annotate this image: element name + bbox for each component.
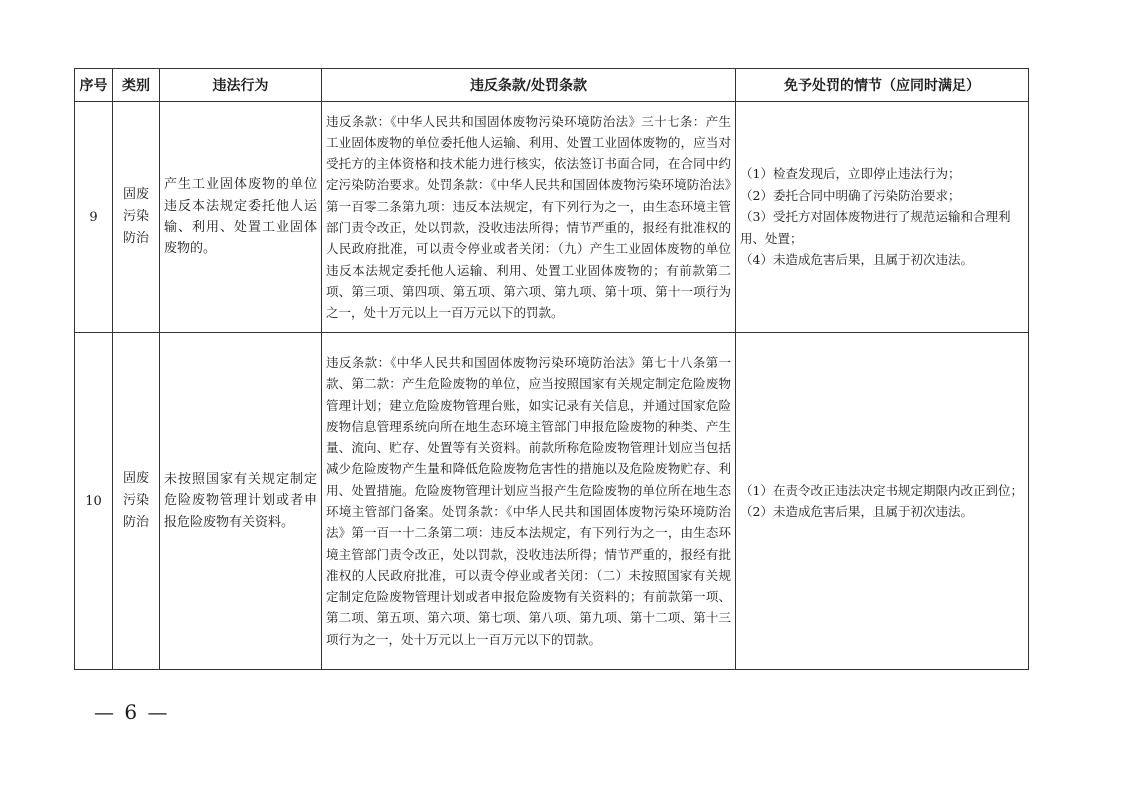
exemption-item: （3）受托方对固体废物进行了规范运输和合理利用、处置； (740, 209, 1011, 246)
row-exemption (736, 333, 1029, 670)
exemption-item: （1）检查发现后，立即停止违法行为； (740, 166, 961, 182)
exemption-item: （2）未造成危害后果，且属于初次违法。 (740, 504, 973, 519)
category-line: 防治 (122, 231, 149, 246)
category-line: 固废 (122, 187, 149, 202)
header-category: 类别 (113, 69, 160, 102)
header-provisions: 违反条款/处罚条款 (322, 69, 736, 102)
table-header-row (75, 69, 1029, 102)
row-category (113, 102, 160, 333)
row-category (113, 333, 160, 670)
category-line: 固废 (122, 471, 149, 486)
table-row (75, 102, 1029, 333)
header-violation: 违法行为 (160, 69, 322, 102)
category-line: 污染 (122, 209, 149, 224)
row-number: 9 (75, 102, 113, 333)
row-provisions: 违反条款：《中华人民共和国固体废物污染环境防治法》三十七条：产生工业固体废物的单位委托他人运输、利用、处置工业固体废物的，应当对受托方的主体资格和技术能力进行核实，依法签订书面合同，在合同中约定污染防治要求。处罚条款：《中华人民共和国固体废物污染环境防治法》第一百零二条第九项：违反本法规定，有下列行为之一，由生态环境主管部门责令改正，处以罚款，没收违法所得；情节严重的，报经有批准权的人民政府批准，可以责令停业或者关闭：（九）产生工业固体废物的单位违反本法规定委托他人运输、利用、处置工业固体废物的；有前款第二项、第三项、第四项、第五项、第六项、第九项、第十项、第十一项行为之一，处十万元以上一百万元以下的罚款。 (322, 102, 736, 333)
row-violation: 未按照国家有关规定制定危险废物管理计划或者申报危险废物有关资料。 (160, 333, 322, 670)
exemption-item: （4）未造成危害后果，且属于初次违法。 (740, 252, 973, 268)
violation-table (74, 68, 1029, 670)
header-number: 序号 (75, 69, 113, 102)
category-line: 防治 (122, 515, 149, 530)
row-exemption (736, 102, 1029, 333)
page-number: — 6 — (94, 700, 170, 724)
exemption-item: （1）在责令改正违法决定书规定期限内改正到位； (740, 482, 1023, 498)
row-number: 10 (75, 333, 113, 670)
row-provisions: 违反条款：《中华人民共和国固体废物污染环境防治法》第七十八条第一款、第二款：产生危险废物的单位，应当按照国家有关规定制定危险废物管理计划；建立危险废物管理台账，如实记录有关信息，并通过国家危险废物信息管理系统向所在地生态环境主管部门申报危险废物的种类、产生量、流向、贮存、处置等有关资料。前款所称危险废物管理计划应当包括减少危险废物产生量和降低危险废物危害性的措施以及危险废物贮存、利用、处置措施。危险废物管理计划应当报产生危险废物的单位所在地生态环境主管部门备案。处罚条款：《中华人民共和国固体废物污染环境防治法》第一百一十二条第二项：违反本法规定，有下列行为之一，由生态环境主管部门责令改正，处以罚款，没收违法所得；情节严重的，报经有批准权的人民政府批准，可以责令停业或者关闭：（二）未按照国家有关规定制定危险废物管理计划或者申报危险废物有关资料的；有前款第一项、第二项、第五项、第六项、第七项、第八项、第九项、第十二项、第十三项行为之一，处十万元以上一百万元以下的罚款。 (322, 333, 736, 670)
header-exemption: 免予处罚的情节（应同时满足） (736, 69, 1029, 102)
row-violation: 产生工业固体废物的单位违反本法规定委托他人运输、利用、处置工业固体废物的。 (160, 102, 322, 333)
exemption-item: （2）委托合同中明确了污染防治要求； (740, 187, 961, 203)
category-line: 污染 (122, 493, 149, 508)
table-row (75, 333, 1029, 670)
